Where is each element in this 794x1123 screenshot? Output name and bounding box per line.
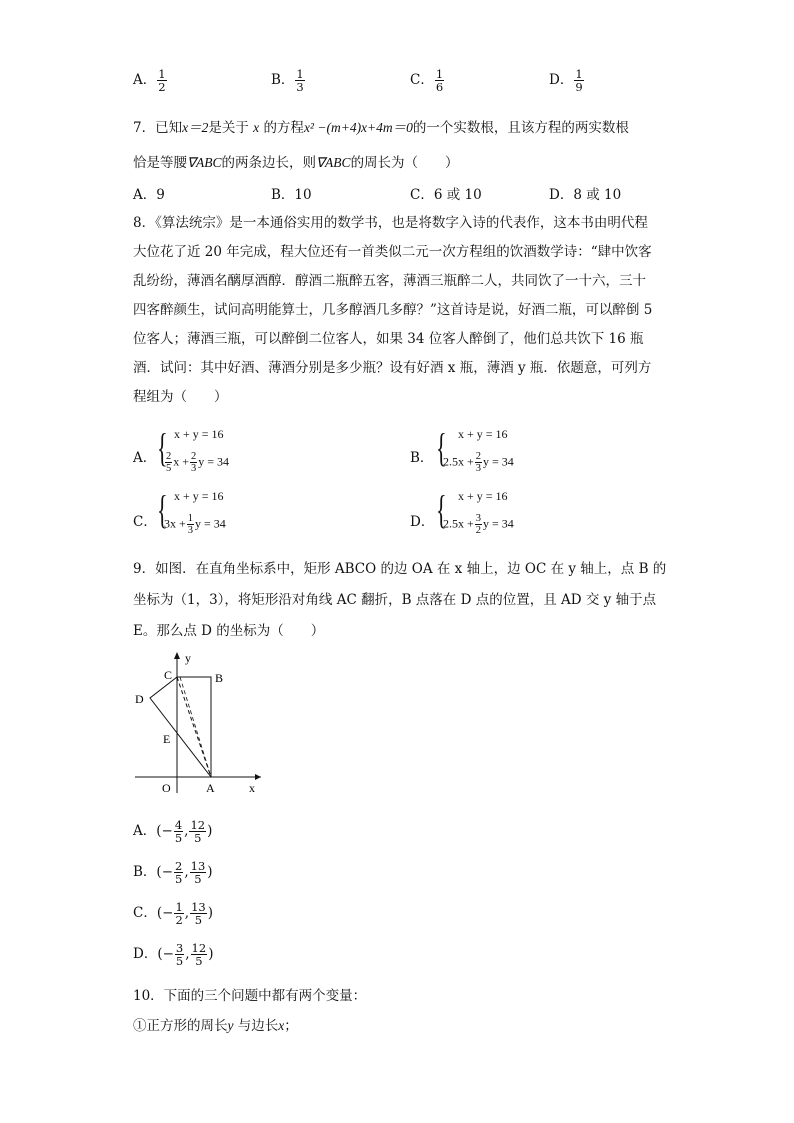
brace-icon: { (157, 425, 168, 470)
coordinate-figure (125, 648, 275, 798)
q9-line: E。那么点 D 的坐标为（ ） (133, 623, 325, 639)
y-axis-arrow-icon (174, 652, 180, 659)
label-d: D (135, 692, 144, 706)
q8-option-b-label: B． (410, 450, 434, 466)
q7-option-d: D．8 或 10 (549, 187, 622, 203)
q7-option-c: C．6 或 10 (410, 187, 482, 203)
q9-option-c: C．(− $\frac{1}{2}$ , $\frac{13}{5}$ ) (133, 900, 213, 927)
q9-option-d: D．(− $\frac{3}{5}$ , $\frac{12}{5}$ ) (133, 941, 214, 968)
q7-option-b: B．10 (271, 187, 312, 203)
label-y: y (185, 651, 191, 665)
q8-option-d-label: D． (410, 514, 435, 530)
x-axis-arrow-icon (255, 774, 261, 780)
q10-line-2: ①正方形的周长y 与边长x； (133, 1018, 298, 1034)
q9-line: 9．如图．在直角坐标系中，矩形 ABCO 的边 OA 在 x 轴上，边 OC 在 y 轴上，点 B 的 (133, 561, 667, 577)
brace-icon: { (436, 487, 447, 532)
q9-line: 坐标为（1，3），将矩形沿对角线 AC 翻折，B 点落在 D 点的位置，且 AD 交 y 轴于点 (133, 592, 657, 608)
q6-option-b: B． $\frac{1}{3}$ (271, 67, 304, 94)
q8-line: 位客人；薄酒三瓶，可以醉倒二位客人，如果 34 位客人醉倒了，他们总共饮下 16 瓶 (133, 331, 644, 347)
diagonal-ac-shadow (180, 677, 211, 777)
q8-line: 程组为（ ） (133, 389, 228, 405)
q8-line: 乱纷纷，薄酒名醨厚酒醇．醇酒二瓶醉五客，薄酒三瓶醉二人，共同饮了一十六，三十 (133, 273, 646, 289)
fraction: $\frac{1}{9}$ (575, 67, 583, 94)
q8-line: 8．《算法统宗》是一本通俗实用的数学书，也是将数字入诗的代表作，这本书由明代程 (133, 215, 648, 231)
q8-option-d-system: { x + y = 16 2.5x + $\frac{3}{2}$ y = 34 (436, 487, 514, 536)
label-o: O (162, 781, 171, 795)
q8-line: 酒．试问：其中好酒、薄酒分别是多少瓶？设有好酒 x 瓶，薄酒 y 瓶．依题意，可列方 (133, 360, 652, 376)
q6-option-d: D． $\frac{1}{9}$ (549, 67, 583, 94)
brace-icon: { (436, 425, 447, 470)
q7-line-2: 恰是等腰∇ABC的两条边长，则∇ABC的周长为（ ） (133, 155, 459, 171)
q9-option-b: B．(− $\frac{2}{5}$ , $\frac{13}{5}$ ) (133, 859, 213, 886)
q7-option-a: A．9 (133, 187, 165, 203)
q9-option-a: A．(− $\frac{4}{5}$ , $\frac{12}{5}$ ) (133, 818, 213, 845)
brace-icon: { (157, 487, 168, 532)
label-e: E (163, 732, 171, 746)
q10-line-1: 10．下面的三个问题中都有两个变量： (133, 988, 367, 1004)
q8-option-a-label: A． (133, 450, 157, 466)
label-b: B (215, 671, 224, 685)
fraction: $\frac{1}{6}$ (435, 67, 444, 94)
q8-option-c-system: { x + y = 16 3x + $\frac{1}{3}$ y = 34 (157, 487, 226, 536)
q7-line-1: 7．已知x＝2是关于 x 的方程x² −(m+4)x+4m＝0的一个实数根，且该方程的两实数根 (133, 120, 629, 136)
label-x: x (249, 781, 255, 795)
q8-line: 四客醉颜生，试问高明能算士，几多醇酒几多醇？”这首诗是说，好酒二瓶，可以醉倒 5 (133, 302, 653, 318)
q6-option-c: C． $\frac{1}{6}$ (410, 67, 444, 94)
fraction: $\frac{1}{3}$ (296, 67, 304, 94)
q6-option-a: A． $\frac{1}{2}$ (133, 67, 166, 94)
q8-option-b-system: { x + y = 16 2.5x + $\frac{2}{3}$ y = 34 (436, 425, 514, 474)
diagonal-ac (177, 677, 211, 777)
q8-line: 大位花了近 20 年完成，程大位还有一首类似二元一次方程组的饮酒数学诗：“肆中饮客 (133, 244, 652, 260)
q8-option-c-label: C． (133, 514, 157, 530)
folded-edges-cd-da (150, 677, 211, 777)
label-a: A (206, 781, 215, 795)
label-c: C (164, 668, 173, 682)
q8-option-a-system: { x + y = 16 $\frac{2}{5}$ x + $\frac{2}{3}$ y = 34 (157, 425, 230, 474)
fraction: $\frac{1}{2}$ (158, 67, 166, 94)
